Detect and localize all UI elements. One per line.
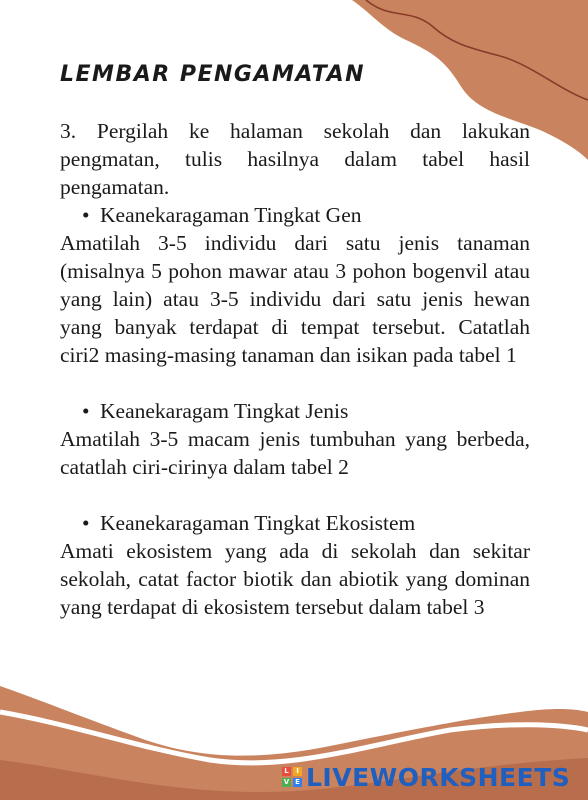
worksheet-content — [60, 117, 530, 621]
bullet-icon: • — [82, 399, 90, 423]
bullet-icon: • — [82, 203, 90, 227]
logo-mark-cell: E — [293, 778, 302, 787]
spacer — [60, 481, 530, 509]
section-body-gen: Amatilah 3-5 individu dari satu jenis tanaman (misalnya 5 pohon mawar atau 3 pohon bogenvil atau yang lain) atau 3-5 individu dari satu jenis hewan yang banyak terdapat di tempat tersebut. Catatlah ciri2 masing-masing tanaman dan isikan pada tabel 1 — [60, 231, 530, 367]
logo-mark-cell: V — [283, 778, 290, 786]
section-heading-ekosistem — [60, 509, 530, 537]
page-title: LEMBAR PENGAMATAN — [60, 62, 366, 87]
spacer — [60, 369, 530, 397]
logo-mark-cell: I — [293, 767, 302, 776]
section-heading-jenis — [60, 397, 530, 425]
logo-mark-icon — [282, 767, 302, 787]
section-heading-text: Keanekaragaman Tingkat Ekosistem — [100, 511, 416, 535]
bullet-icon: • — [82, 511, 90, 535]
logo-mark-cell: L — [282, 767, 291, 776]
intro-paragraph: 3. Pergilah ke halaman sekolah dan lakukan pengmatan, tulis hasilnya dalam tabel hasil pengamatan. — [60, 119, 530, 199]
section-heading-gen — [60, 201, 530, 229]
logo-text: LIVEWORKSHEETS — [306, 762, 571, 792]
section-heading-text: Keanekaragam Tingkat Jenis — [100, 399, 349, 423]
section-body-jenis: Amatilah 3-5 macam jenis tumbuhan yang berbeda, catatlah ciri-cirinya dalam tabel 2 — [60, 427, 530, 479]
section-heading-text: Keanekaragaman Tingkat Gen — [100, 203, 362, 227]
section-body-ekosistem: Amati ekosistem yang ada di sekolah dan sekitar sekolah, catat factor biotik dan abiotik yang dominan yang terdapat di ekosistem tersebut dalam tabel 3 — [60, 539, 530, 619]
liveworksheets-logo[interactable] — [282, 763, 570, 791]
